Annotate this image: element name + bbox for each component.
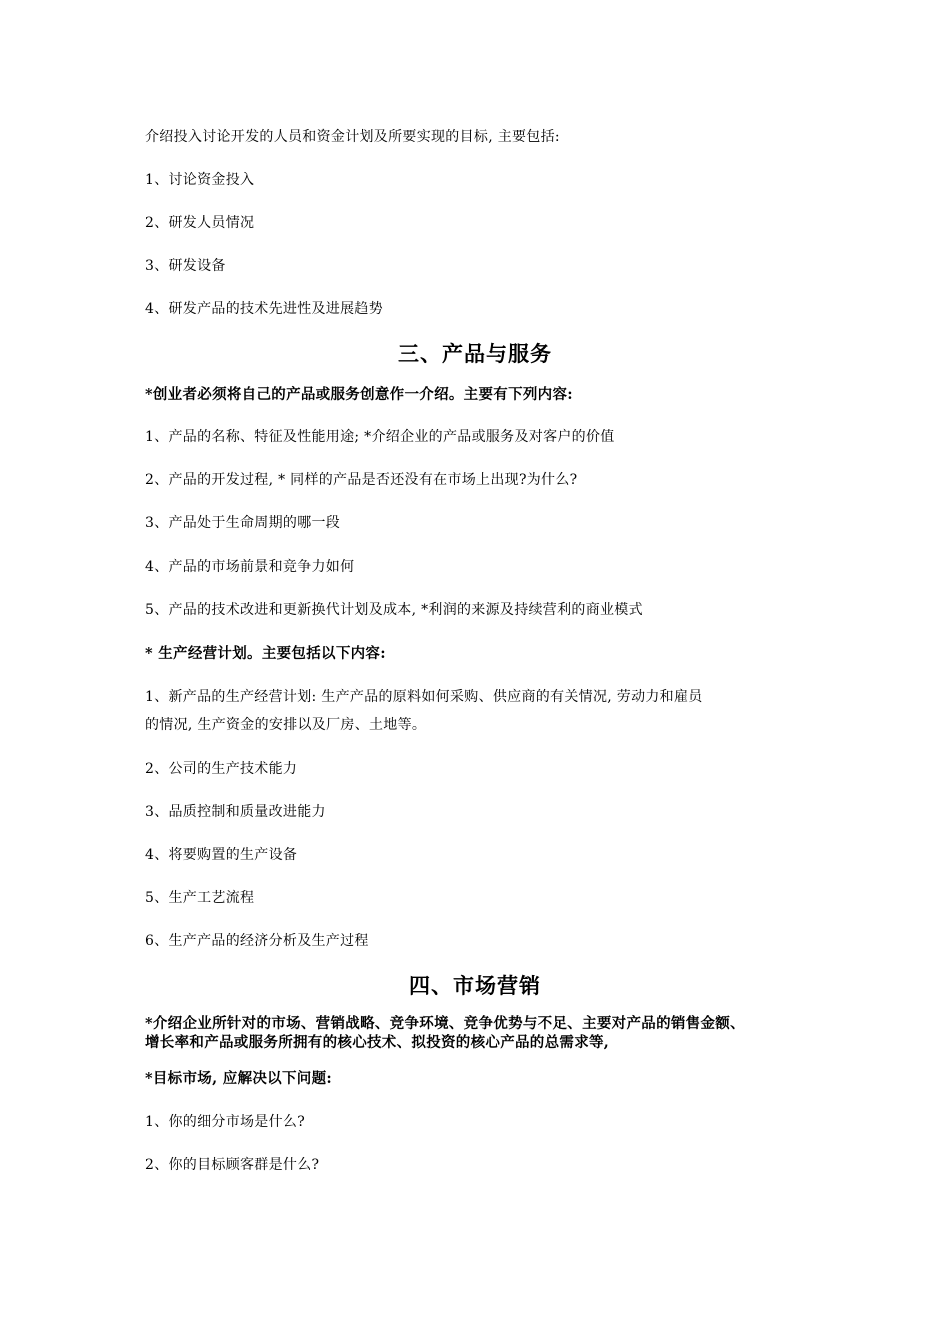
- production-item-1-line2: 的情况, 生产资金的安排以及厂房、土地等。: [145, 717, 427, 733]
- heading-marketing: 四、市场营销: [409, 973, 541, 998]
- heading-product-service: 三、产品与服务: [398, 341, 552, 366]
- product-item-2: 2、产品的开发过程, * 同样的产品是否还没有在市场上出现?为什么?: [145, 472, 578, 488]
- rd-item-4: 4、研发产品的技术先进性及进展趋势: [145, 301, 384, 317]
- product-intro: *创业者必须将自己的产品或服务创意作一介绍。主要有下列内容:: [145, 386, 573, 403]
- production-intro: * 生产经营计划。主要包括以下内容:: [145, 645, 386, 662]
- rd-item-2: 2、研发人员情况: [145, 215, 255, 231]
- rd-intro: 介绍投入讨论开发的人员和资金计划及所要实现的目标, 主要包括:: [145, 129, 560, 145]
- rd-item-3: 3、研发设备: [145, 258, 226, 274]
- product-item-4: 4、产品的市场前景和竞争力如何: [145, 559, 355, 575]
- production-item-5: 5、生产工艺流程: [145, 890, 255, 906]
- product-item-1: 1、产品的名称、特征及性能用途; *介绍企业的产品或服务及对客户的价值: [145, 429, 615, 445]
- product-item-5: 5、产品的技术改进和更新换代计划及成本, *利润的来源及持续营利的商业模式: [145, 602, 643, 618]
- target-market-intro: *目标市场, 应解决以下问题:: [145, 1070, 333, 1087]
- production-item-4: 4、将要购置的生产设备: [145, 847, 298, 863]
- production-item-2: 2、公司的生产技术能力: [145, 761, 298, 777]
- marketing-item-2: 2、你的目标顾客群是什么?: [145, 1157, 320, 1173]
- production-item-1-line1: 1、新产品的生产经营计划: 生产产品的原料如何采购、供应商的有关情况, 劳动力和雇员: [145, 689, 703, 705]
- marketing-intro-line1: *介绍企业所针对的市场、营销战略、竞争环境、竞争优势与不足、主要对产品的销售金额、: [145, 1015, 745, 1032]
- product-item-3: 3、产品处于生命周期的哪一段: [145, 515, 341, 531]
- marketing-intro-line2: 增长率和产品或服务所拥有的核心技术、拟投资的核心产品的总需求等,: [145, 1034, 610, 1051]
- production-item-3: 3、品质控制和质量改进能力: [145, 804, 326, 820]
- marketing-item-1: 1、你的细分市场是什么?: [145, 1114, 306, 1130]
- production-item-6: 6、生产产品的经济分析及生产过程: [145, 933, 369, 949]
- rd-item-1: 1、讨论资金投入: [145, 172, 255, 188]
